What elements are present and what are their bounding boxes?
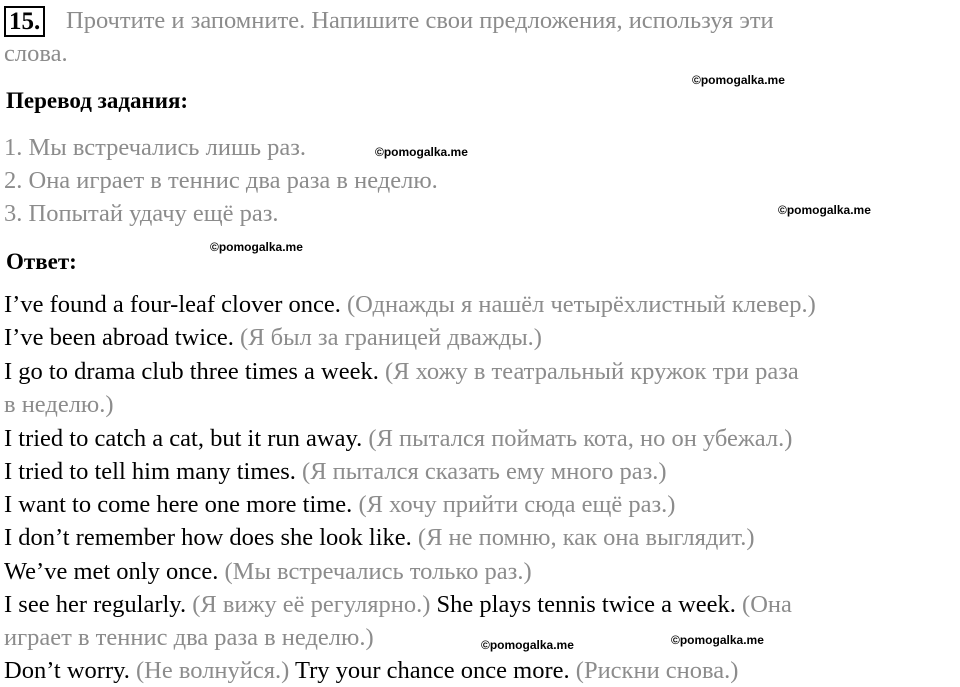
answer-line-6 (4, 488, 675, 521)
task-number-box: 15. (4, 6, 45, 37)
answer-en: I want to come here one more time. (4, 491, 353, 518)
answer-en: I see her regularly. (4, 591, 187, 618)
answer-ru: в неделю.) (4, 391, 114, 418)
answer-en: I don’t remember how does she look like. (4, 524, 412, 551)
answer-line-9 (4, 588, 792, 621)
answer-line-8 (4, 555, 532, 588)
answer-heading: Ответ: (6, 249, 77, 274)
answer-line-7 (4, 521, 755, 554)
answer-ru: (Я вижу её регулярно.) (192, 591, 431, 618)
translation-item-3: 3. Попытай удачу ещё раз. (4, 200, 279, 227)
answer-line-9-cont (4, 621, 374, 654)
answer-line-5 (4, 455, 667, 488)
watermark: ©pomogalka.me (375, 145, 468, 159)
answer-ru: (Не волнуйся.) (136, 657, 290, 684)
translation-item-2: 2. Она играет в теннис два раза в неделю. (4, 167, 438, 194)
answer-line-2 (4, 321, 542, 354)
answer-ru: (Я хожу в театральный кружок три раза (384, 358, 799, 385)
answer-line-1 (4, 288, 816, 321)
answer-ru-2: (Она (742, 591, 792, 618)
answer-ru: (Я был за границей дважды.) (240, 324, 542, 351)
answer-ru: (Я пытался поймать кота, но он убежал.) (368, 425, 793, 452)
watermark: ©pomogalka.me (671, 633, 764, 647)
answer-en-2: Try your chance once more. (295, 657, 570, 684)
answer-line-3 (4, 355, 799, 388)
answer-ru-2: (Рискни снова.) (575, 657, 739, 684)
answer-en: Don’t worry. (4, 657, 130, 684)
answer-ru: (Мы встречались только раз.) (224, 558, 532, 585)
watermark: ©pomogalka.me (481, 638, 574, 652)
answer-en: We’ve met only once. (4, 558, 219, 585)
answer-ru: играет в теннис два раза в неделю.) (4, 624, 374, 651)
answer-en: I tried to catch a cat, but it run away. (4, 425, 363, 452)
answer-line-10 (4, 654, 738, 687)
answer-ru: (Я пытался сказать ему много раз.) (302, 458, 667, 485)
watermark: ©pomogalka.me (210, 240, 303, 254)
task-instruction-line1: Прочтите и запомните. Напишите свои предложения, используя эти (66, 7, 774, 34)
task-instruction-line2: слова. (4, 40, 68, 67)
answer-ru: (Я хочу прийти сюда ещё раз.) (358, 491, 676, 518)
answer-line-4 (4, 422, 792, 455)
answer-en: I’ve been abroad twice. (4, 324, 234, 351)
answer-en: I go to drama club three times a week. (4, 358, 379, 385)
answer-en: I’ve found a four-leaf clover once. (4, 291, 341, 318)
translation-item-1: 1. Мы встречались лишь раз. (4, 134, 307, 161)
translation-heading: Перевод задания: (6, 88, 189, 113)
answer-en-2: She plays tennis twice a week. (436, 591, 736, 618)
answer-ru: (Я не помню, как она выглядит.) (417, 524, 755, 551)
watermark: ©pomogalka.me (692, 73, 785, 87)
answer-en: I tried to tell him many times. (4, 458, 296, 485)
answer-ru: (Однажды я нашёл четырёхлистный клевер.) (347, 291, 816, 318)
answer-line-3-cont (4, 388, 114, 421)
watermark: ©pomogalka.me (778, 203, 871, 217)
